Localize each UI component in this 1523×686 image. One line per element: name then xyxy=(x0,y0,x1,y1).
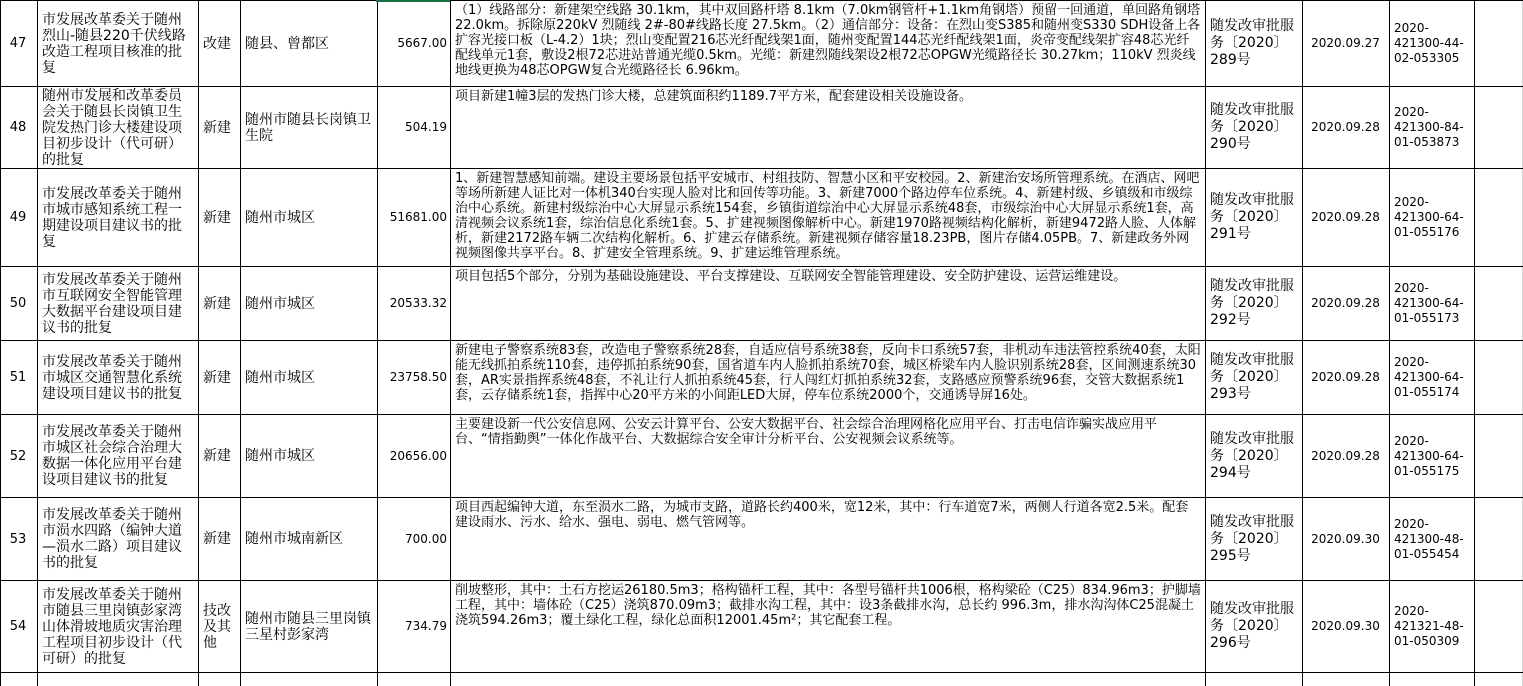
row-number-cell[interactable]: 54 xyxy=(9,619,27,634)
location-cell[interactable]: 随州市随县三里岗镇三星村彭家湾 xyxy=(245,610,371,643)
approval-doc-cell[interactable]: 随发改审批服务〔2020〕295号 xyxy=(1210,513,1294,564)
column-border xyxy=(1205,0,1206,686)
approval-doc-cell[interactable]: 随发改审批服务〔2020〕290号 xyxy=(1210,102,1294,152)
row-border xyxy=(0,672,1523,673)
row-border xyxy=(0,266,1523,267)
approval-doc-cell[interactable]: 随发改审批服务〔2020〕291号 xyxy=(1210,192,1294,242)
row-number-cell[interactable]: 50 xyxy=(9,296,27,311)
amount-cell[interactable]: 5667.00 xyxy=(397,36,447,50)
project-code-cell[interactable]: 2020-421300-64-01-055174 xyxy=(1394,355,1464,399)
content-cell[interactable]: 新建电子警察系统83套，改造电子警察系统28套，自适应信号系统38套，反向卡口系统57套，非机动车违法管控系统40套，太阳能无线抓拍系统110套，违停抓拍系统90套，国省道车内人脸抓拍系统70套，城区桥梁车内人脸识别系统28套，区间测速系统30套，AR实景指挥系统48套，不礼让行人抓拍系统45套，行人闯红灯抓拍系统32套，支路感应预警系统96套，交管大数据系统1套，云存储系统1套，指挥中心20平方米的小间距LED大屏，停车位系统2000个，交通诱导屏16处。 xyxy=(455,343,1201,403)
project-title-cell[interactable]: 市发展改革委关于随州市随县三里岗镇彭家湾山体滑坡地质灾害治理工程项目初步设计（代可研）的批复 xyxy=(42,586,182,667)
column-border xyxy=(377,0,378,686)
row-number-cell[interactable]: 52 xyxy=(9,448,27,464)
content-cell[interactable]: （1）线路部分：新建架空线路 30.1km，其中双回路杆塔 8.1km（7.0km钢管杆+1.1km角钢塔）预留一回通道，单回路角钢塔 22.0km。拆除原220kV 烈随线 2#-80#线路长度 27.5km。（2）通信部分：设备：在烈山变S385和随州变S330 SDH设备上各扩容光接口板（L-4.2）1块；烈山变配置216芯光纤配线架1面，随州变配置144芯光纤配线架1面，炎帝变配线架扩容48芯光纤配线单元1套，敷设2根72芯进站普通光缆0.5km。光缆：新建烈随线架设2根72芯OPGW光缆路径长 30.27km；110kV 烈炎线地线更换为48芯OPGW复合光缆路径长 6.96km。 xyxy=(455,3,1201,78)
column-border xyxy=(450,0,451,686)
project-code-cell[interactable]: 2020-421300-48-01-055454 xyxy=(1394,516,1464,561)
build-type-cell[interactable]: 新建 xyxy=(203,531,231,547)
project-title-cell[interactable]: 市发展改革委关于随州市城区交通智慧化系统建设项目建议书的批复 xyxy=(42,353,182,402)
column-border xyxy=(198,0,199,686)
row-number-cell[interactable]: 49 xyxy=(9,210,27,225)
column-border xyxy=(1474,0,1475,686)
approval-doc-cell[interactable]: 随发改审批服务〔2020〕296号 xyxy=(1210,601,1294,651)
amount-cell[interactable]: 504.19 xyxy=(405,120,447,134)
project-code-cell[interactable]: 2020-421300-64-01-055175 xyxy=(1394,433,1464,478)
location-cell[interactable]: 随州市城区 xyxy=(245,448,315,464)
location-cell[interactable]: 随州市随县长岗镇卫生院 xyxy=(245,111,371,144)
row-border xyxy=(0,414,1523,415)
approval-date-cell[interactable]: 2020.09.28 xyxy=(1311,210,1380,224)
amount-cell[interactable]: 51681.00 xyxy=(389,210,447,224)
project-title-cell[interactable]: 市发展改革委关于随州烈山-随县220千伏线路改造工程项目核准的批复 xyxy=(42,11,186,76)
row-border xyxy=(0,86,1523,87)
project-title-cell[interactable]: 市发展改革委关于随州市城市感知系统工程一期建设项目建议书的批复 xyxy=(42,185,182,250)
column-border xyxy=(0,0,1,686)
project-code-cell[interactable]: 2020-421300-44-02-053305 xyxy=(1394,21,1464,65)
build-type-cell[interactable]: 技改及其他 xyxy=(203,602,231,651)
approval-date-cell[interactable]: 2020.09.27 xyxy=(1311,36,1380,50)
content-cell[interactable]: 项目包括5个部分，分别为基础设施建设、平台支撑建设、互联网安全智能管理建设、安全防护建设、运营运维建设。 xyxy=(455,269,1127,284)
build-type-cell[interactable]: 新建 xyxy=(203,369,231,386)
approval-doc-cell[interactable]: 随发改审批服务〔2020〕289号 xyxy=(1210,18,1294,68)
row-number-cell[interactable]: 53 xyxy=(9,531,27,547)
column-border xyxy=(1302,0,1303,686)
project-code-cell[interactable]: 2020-421300-84-01-053873 xyxy=(1394,105,1464,149)
approval-doc-cell[interactable]: 随发改审批服务〔2020〕293号 xyxy=(1210,352,1294,402)
approval-date-cell[interactable]: 2020.09.30 xyxy=(1311,619,1380,633)
build-type-cell[interactable]: 新建 xyxy=(203,209,231,226)
build-type-cell[interactable]: 改建 xyxy=(203,35,231,52)
approval-date-cell[interactable]: 2020.09.28 xyxy=(1311,448,1380,463)
location-cell[interactable]: 随州市城区 xyxy=(245,369,315,386)
approval-doc-cell[interactable]: 随发改审批服务〔2020〕294号 xyxy=(1210,430,1294,481)
project-code-cell[interactable]: 2020-421321-48-01-050309 xyxy=(1394,604,1464,648)
content-cell[interactable]: 项目西起编钟大道，东至涢水二路，为城市支路，道路长约400米，宽12米，其中：行车道宽7米，两侧人行道各宽2.5米。配套建设雨水、污水、给水、强电、弱电、燃气管网等。 xyxy=(455,500,1189,530)
amount-cell[interactable]: 23758.50 xyxy=(389,370,447,384)
build-type-cell[interactable]: 新建 xyxy=(203,295,231,312)
cell-selection-marker xyxy=(376,0,450,2)
project-title-cell[interactable]: 市发展改革委关于随州市城区社会综合治理大数据一体化应用平台建设项目建议书的批复 xyxy=(42,424,182,488)
row-border xyxy=(0,580,1523,581)
row-border xyxy=(0,0,1523,1)
project-title-cell[interactable]: 市发展改革委关于随州市涢水四路（编钟大道—涢水二路）项目建议书的批复 xyxy=(42,507,182,571)
project-title-cell[interactable]: 随州市发展和改革委员会关于随县长岗镇卫生院发热门诊大楼建设项目初步设计（代可研）的批复 xyxy=(42,87,182,168)
project-title-cell[interactable]: 市发展改革委关于随州市互联网安全智能管理大数据平台建设项目建议书的批复 xyxy=(42,271,182,336)
project-code-cell[interactable]: 2020-421300-64-01-055176 xyxy=(1394,195,1464,239)
row-number-cell[interactable]: 51 xyxy=(9,370,27,385)
content-cell[interactable]: 削坡整形，其中：土石方挖运26180.5m3；格构锚杆工程，其中：各型号锚杆共1006根，格构梁砼（C25）834.96m3；护脚墙工程，其中：墙体砼（C25）浇筑870.09m3；截排水沟工程，其中：设3条截排水沟，总长约 996.3m，排水沟沟体C25混凝土浇筑594.26m3；覆土绿化工程，绿化总面积12001.45m²；其它配套工程。 xyxy=(455,583,1201,628)
row-border xyxy=(0,340,1523,341)
project-code-cell[interactable]: 2020-421300-64-01-055173 xyxy=(1394,281,1464,325)
amount-cell[interactable]: 20656.00 xyxy=(389,448,447,463)
build-type-cell[interactable]: 新建 xyxy=(203,119,231,136)
column-border xyxy=(1389,0,1390,686)
amount-cell[interactable]: 734.79 xyxy=(405,619,447,633)
approval-doc-cell[interactable]: 随发改审批服务〔2020〕292号 xyxy=(1210,278,1294,328)
content-cell[interactable]: 1、新建智慧感知前端。建设主要场景包括平安城市、村组技防、智慧小区和平安校园。2、新建治安场所管理系统。在酒店、网吧等场所新建人证比对一体机340台实现人脸对比和回传等功能。3、新建7000个路边停车位系统。4、新建村级、乡镇级和市级综治中心系统。新建村级综治中心大屏显示系统154套，乡镇街道综治中心大屏显示系统48套，市级综治中心大屏显示系统1套，高清视频会议系统1套，综治信息化系统1套。5、扩建视频图像解析中心。新建1970路视频结构化解析，新建9472路人脸、人体解析，新建2172路车辆二次结构化解析。6、扩建云存储系统。新建视频存储容量18.23PB，图片存储4.05PB。7、新建政务外网视频图像共享平台。8、扩建安全管理系统。9、扩建运维管理系统。 xyxy=(455,171,1200,261)
amount-cell[interactable]: 20533.32 xyxy=(389,296,447,310)
location-cell[interactable]: 随县、曾都区 xyxy=(245,35,329,52)
content-cell[interactable]: 主要建设新一代公安信息网、公安云计算平台、公安大数据平台、社会综合治理网格化应用平台、打击电信诈骗实战应用平台、“情指勤舆”一体化作战平台、大数据综合安全审计分析平台、公安视频会议系统等。 xyxy=(455,417,1158,447)
row-number-cell[interactable]: 48 xyxy=(9,120,27,135)
location-cell[interactable]: 随州市城区 xyxy=(245,209,315,226)
build-type-cell[interactable]: 新建 xyxy=(203,448,231,464)
approval-date-cell[interactable]: 2020.09.28 xyxy=(1311,120,1380,134)
row-border xyxy=(0,497,1523,498)
row-number-cell[interactable]: 47 xyxy=(9,36,27,51)
approval-date-cell[interactable]: 2020.09.28 xyxy=(1311,370,1380,384)
column-border xyxy=(240,0,241,686)
column-border xyxy=(37,0,38,686)
approval-date-cell[interactable]: 2020.09.28 xyxy=(1311,296,1380,310)
location-cell[interactable]: 随州市城南新区 xyxy=(245,531,343,547)
approval-date-cell[interactable]: 2020.09.30 xyxy=(1311,531,1380,546)
row-border xyxy=(0,168,1523,169)
content-cell[interactable]: 项目新建1幢3层的发热门诊大楼，总建筑面积约1189.7平方米，配套建设相关设施设备。 xyxy=(455,89,973,104)
location-cell[interactable]: 随州市城区 xyxy=(245,295,315,312)
amount-cell[interactable]: 700.00 xyxy=(405,531,447,546)
